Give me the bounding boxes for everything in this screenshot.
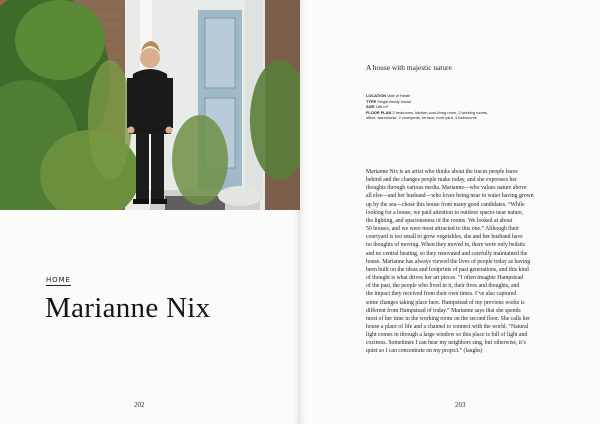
article-body — [366, 168, 576, 356]
house-facts — [366, 93, 546, 121]
page-number-left: 202 — [134, 401, 145, 409]
body-line: courtyard is too small to grow vegetables, she and her husband have — [366, 234, 523, 241]
body-line: no thoughts of moving. When they moved in, there were only bedsits — [366, 242, 526, 249]
body-line: different from Hampstead of today.” Marianne says that she spends — [366, 307, 521, 314]
body-line: 50 houses, and we were most attracted to this one.” Although their — [366, 226, 519, 233]
body-line: thoughts through various media. Marianne—who values nature above — [366, 185, 527, 192]
portrait-photo — [0, 0, 300, 210]
body-line: the impact they received from their own times. I’ve also captured — [366, 291, 517, 298]
fact-row: TYPE Single-family house — [366, 98, 412, 104]
body-line: been built on the ideas and footprints of past generations, and this kind — [366, 266, 529, 273]
body-line: some changes taking place here. Hampstead of my previous works is — [366, 299, 525, 306]
section-label: HOME — [46, 276, 71, 284]
body-line: all else—and her husband—who loves being near to water having grown — [366, 193, 534, 200]
body-line: quiet so I can concentrate on my project.” (laughs) — [366, 348, 483, 355]
body-line: house a place of life and a channel to connect with the world. “Natural — [366, 323, 529, 330]
fact-row: LOCATION Vale of Heath — [366, 93, 411, 98]
body-line: behind and the changes people make today, and she expresses her — [366, 177, 517, 184]
body-line: coziness. Sometimes I can hear my neighbors sing, but otherwise, it’s — [366, 340, 526, 347]
photo-icon — [0, 0, 300, 210]
right-page — [300, 0, 600, 424]
body-line: of the past, the people who lived in it, their lives and thoughts, and — [366, 283, 520, 290]
body-line: most of her time in the working room on the second floor. She calls her — [366, 315, 531, 322]
body-line: Marianne Nix is an artist who thinks about the traces people leave — [366, 169, 518, 175]
body-line: looking for a house, we paid attention to outdoor spaces near nature, — [366, 209, 524, 216]
body-line: of thought is what drives her art pieces. “I often imagine Hampstead — [366, 275, 524, 282]
body-line: the lighting, and spaciousness of the rooms. We looked at about — [366, 217, 513, 224]
body-line: house. Marianne has always viewed the lives of people today as having — [366, 258, 531, 265]
fact-row: FLOOR PLAN 2 bedrooms, kitchen-cum-living room, 2 working rooms, — [366, 109, 488, 115]
page-number-right: 203 — [455, 401, 466, 409]
body-line: up by the sea—chose this house from many good candidates. “While — [366, 201, 525, 208]
fact-row: office, warehouse, 2 courtyards, terrace, front yard, 3 bathrooms — [366, 115, 477, 121]
article-subtitle: A house with majestic nature — [366, 63, 452, 72]
body-line: and no central heating, so they renovated and carefully maintained the — [366, 250, 528, 257]
fact-row: SIZE 186 m² — [366, 104, 388, 110]
article-title: Marianne Nix — [45, 292, 211, 324]
body-line: light comes in through a large window so this place is full of light and — [366, 332, 528, 339]
